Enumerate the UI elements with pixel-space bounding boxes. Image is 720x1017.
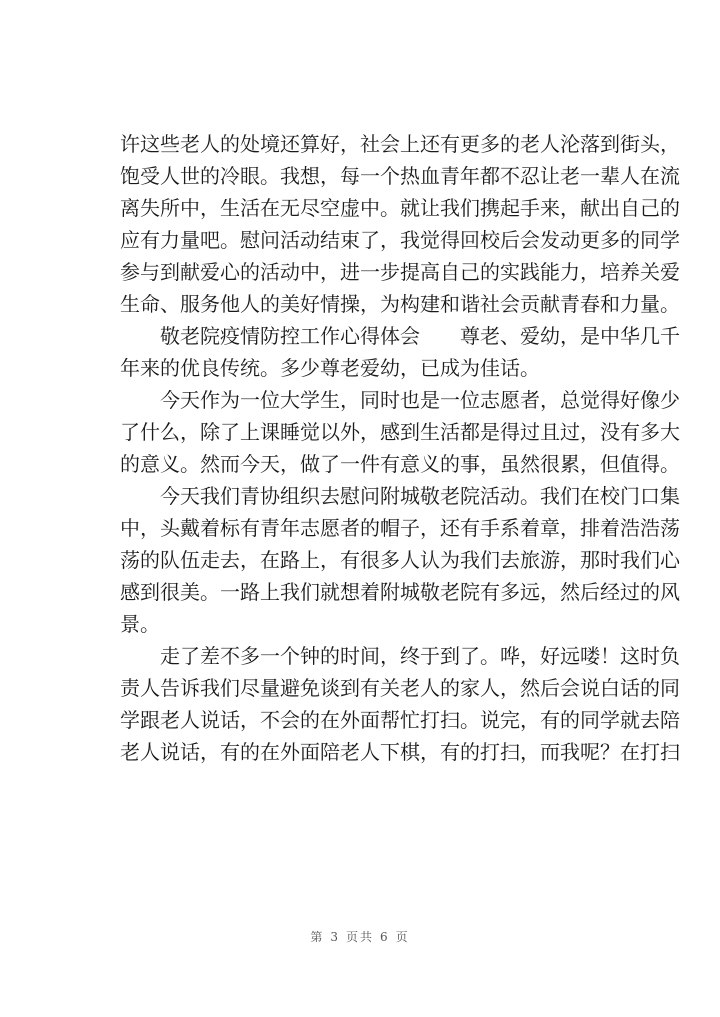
text-line: 走了差不多一个钟的时间，终于到了。哗，好远喽！这时负 — [160, 644, 680, 668]
text-line: 年来的优良传统。多少尊老爱幼，已成为佳话。 — [120, 356, 540, 380]
text-line: 生命、服务他人的美好情操，为构建和谐社会贡献青春和力量。 — [120, 292, 680, 316]
text-line: 参与到献爱心的活动中，进一步提高自己的实践能力，培养关爱 — [120, 260, 680, 284]
page-label-prefix: 第 — [310, 930, 325, 944]
page-number-footer — [0, 928, 720, 945]
text-line: 老人说话，有的在外面陪老人下棋，有的打扫，而我呢？在打扫 — [120, 740, 680, 764]
text-line: 了什么，除了上课睡觉以外，感到生活都是得过且过，没有多大 — [120, 420, 680, 444]
text-line: 应有力量吧。慰问活动结束了，我觉得回校后会发动更多的同学 — [120, 228, 680, 252]
text-line: 景。 — [120, 612, 160, 636]
text-line: 敬老院疫情防控工作心得体会 尊老、爱幼，是中华几千 — [160, 324, 680, 348]
text-line: 饱受人世的冷眼。我想，每一个热血青年都不忍让老一辈人在流 — [120, 164, 680, 188]
text-line: 今天作为一位大学生，同时也是一位志愿者，总觉得好像少 — [160, 388, 680, 412]
text-line: 中，头戴着标有青年志愿者的帽子，还有手系着章，排着浩浩荡 — [120, 516, 680, 540]
text-line: 荡的队伍走去，在路上，有很多人认为我们去旅游，那时我们心 — [120, 548, 680, 572]
text-line: 许这些老人的处境还算好，社会上还有更多的老人沦落到街头， — [120, 132, 680, 156]
body-text — [120, 128, 680, 768]
current-page-number: 3 — [330, 930, 340, 944]
text-line: 责人告诉我们尽量避免谈到有关老人的家人，然后会说白话的同 — [120, 676, 680, 700]
page-label-suffix: 页 — [395, 930, 410, 944]
text-line: 离失所中，生活在无尽空虚中。就让我们携起手来，献出自己的 — [120, 196, 680, 220]
total-pages-number: 6 — [380, 930, 390, 944]
text-line: 感到很美。一路上我们就想着附城敬老院有多远，然后经过的风 — [120, 580, 680, 604]
text-line: 今天我们青协组织去慰问附城敬老院活动。我们在校门口集 — [160, 484, 680, 508]
text-line: 学跟老人说话，不会的在外面帮忙打扫。说完，有的同学就去陪 — [120, 708, 680, 732]
text-line: 的意义。然而今天，做了一件有意义的事，虽然很累，但值得。 — [120, 452, 680, 476]
page-label-mid: 页共 — [345, 930, 374, 944]
